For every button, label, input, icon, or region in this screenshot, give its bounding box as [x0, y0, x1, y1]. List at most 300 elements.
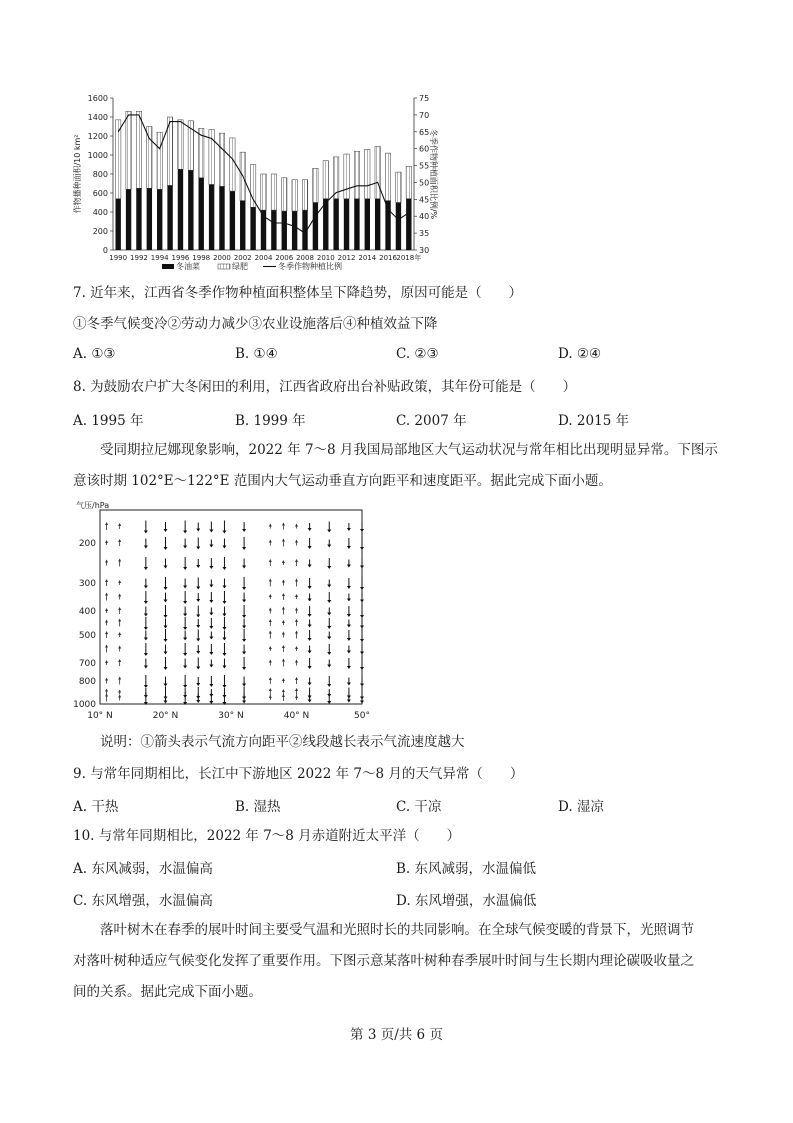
airflow-arrow — [269, 579, 272, 587]
airflow-arrow — [295, 660, 298, 666]
airflow-arrow — [183, 557, 187, 570]
airflow-arrow — [308, 658, 312, 669]
airflow-arrow — [144, 579, 148, 589]
airflow-arrow — [144, 659, 148, 669]
bar-winter-rapeseed — [282, 211, 287, 250]
y2-tick-label: 65 — [419, 127, 430, 137]
bar-green-manure — [261, 174, 266, 210]
airflow-arrow — [105, 540, 108, 545]
airflow-arrow — [269, 524, 272, 529]
y2-tick-label: 40 — [419, 212, 430, 222]
y2-tick-label: 35 — [419, 229, 430, 239]
airflow-arrow — [360, 559, 364, 569]
airflow-arrow — [242, 593, 246, 603]
airflow-arrow — [295, 559, 298, 566]
bar-green-manure — [219, 133, 224, 186]
q8-option-a[interactable]: A. 1995 年 — [73, 413, 144, 429]
bar-green-manure — [157, 132, 162, 189]
airflow-arrow — [164, 522, 168, 532]
q7-option-c[interactable]: C. ②③ — [396, 346, 439, 362]
airflow-arrow — [164, 537, 168, 550]
y-tick-label: 1600 — [87, 94, 108, 103]
bar-green-manure — [126, 111, 131, 189]
airflow-arrow — [308, 538, 312, 549]
airflow-arrow — [196, 559, 200, 568]
airflow-arrow — [360, 677, 364, 687]
airflow-arrow — [308, 646, 312, 654]
q7-option-b[interactable]: B. ①④ — [235, 346, 278, 362]
y2-tick-label: 75 — [419, 94, 430, 103]
q8-option-c[interactable]: C. 2007 年 — [396, 413, 467, 429]
airflow-arrow — [308, 523, 312, 531]
q8-option-d[interactable]: D. 2015 年 — [558, 413, 630, 429]
chart2-caption: 说明：①箭头表示气流方向距平②线段越长表示气流速度越大 — [100, 734, 465, 750]
airflow-arrow — [308, 620, 312, 628]
bar-green-manure — [323, 161, 328, 199]
q10-option-d[interactable]: D. 东风增强，水温偏低 — [396, 893, 537, 909]
airflow-arrow — [308, 578, 312, 589]
airflow-arrow — [295, 594, 298, 599]
airflow-arrow — [269, 677, 272, 684]
airflow-arrow — [282, 632, 285, 638]
airflow-arrow — [308, 606, 312, 617]
q9-option-a[interactable]: A. 干热 — [73, 799, 119, 815]
airflow-arrow — [295, 646, 298, 651]
airflow-arrow — [196, 645, 200, 654]
airflow-arrow — [118, 580, 121, 585]
airflow-arrow — [347, 630, 351, 641]
x-tick-label: 2002 — [233, 254, 252, 262]
passage3-line1: 落叶树木在春季的展叶时间主要受气温和光照时长的共同影响。在全球气候变暖的背景下，光照调节 — [100, 922, 694, 938]
q7-statements: ①冬季气候变冷②劳动力减少③农业设施落后④种植效益下降 — [73, 316, 438, 332]
bar-winter-rapeseed — [292, 211, 297, 250]
x-tick-label: 1992 — [130, 254, 148, 262]
x-tick-label: 2008 — [296, 254, 314, 262]
legend-swatch-green-manure — [218, 264, 230, 269]
airflow-arrow — [360, 537, 364, 550]
airflow-arrow — [209, 522, 213, 533]
y-tick-label: 200 — [92, 227, 108, 236]
y-tick-label: 800 — [92, 170, 108, 179]
bar-winter-rapeseed — [230, 191, 235, 250]
bar-winter-rapeseed — [250, 207, 255, 250]
airflow-arrow — [269, 608, 272, 614]
airflow-arrow — [242, 629, 246, 642]
airflow-arrow — [327, 592, 331, 603]
airflow-arrow — [105, 560, 108, 566]
airflow-arrow — [144, 539, 148, 549]
airflow-arrow — [327, 660, 331, 668]
airflow-arrow — [105, 620, 108, 626]
x-tick-label: 2014 — [358, 254, 377, 262]
airflow-arrow — [242, 537, 246, 550]
passage3-line3: 间的关系。据此完成下面小题。 — [73, 984, 262, 1000]
airflow-arrow — [360, 605, 364, 618]
x-tick-label: 2010 — [316, 254, 335, 262]
airflow-arrow — [118, 632, 121, 637]
airflow-arrow — [105, 579, 108, 586]
bar-winter-rapeseed — [313, 203, 318, 251]
airflow-arrow — [347, 606, 351, 617]
airflow-arrow — [327, 632, 331, 640]
airflow-arrow — [295, 608, 298, 614]
airflow-arrow — [282, 539, 285, 547]
airflow-arrow — [360, 593, 364, 603]
airflow-arrow — [282, 678, 285, 683]
airflow-arrow — [242, 657, 246, 670]
airflow-arrow — [242, 677, 246, 687]
airflow-arrow — [222, 643, 226, 656]
airflow-arrow — [118, 607, 121, 614]
airflow-arrow — [360, 619, 364, 629]
q9-stem: 9. 与常年同期相比，长江中下游地区 2022 年 7～8 月的天气异常（ ） — [73, 766, 524, 782]
airflow-arrow — [118, 646, 121, 652]
crop-area-chart — [70, 88, 440, 278]
x-tick-label: 2000 — [213, 254, 231, 262]
y2-tick-label: 60 — [419, 144, 430, 154]
q7-stem: 7. 近年来，江西省冬季作物种植面积整体呈下降趋势，原因可能是（ ） — [73, 285, 523, 301]
airflow-arrow — [347, 646, 351, 654]
airflow-arrow — [222, 591, 226, 604]
y-axis-title: 作物播种面积/10 km² — [73, 134, 82, 214]
airflow-arrow — [360, 629, 364, 642]
airflow-arrow — [209, 676, 213, 687]
legend-label-rapeseed: 冬油菜 — [176, 262, 200, 271]
x-tick-label: 2004 — [254, 254, 273, 262]
airflow-arrow — [105, 660, 108, 665]
airflow-arrow — [295, 524, 298, 529]
airflow-arrow — [308, 560, 312, 568]
airflow-arrow — [209, 558, 213, 569]
airflow-arrow — [347, 594, 351, 602]
airflow-arrow — [196, 630, 200, 642]
y-tick-label: 1400 — [87, 113, 108, 122]
airflow-arrow — [144, 675, 148, 688]
airflow-arrow — [144, 692, 148, 705]
airflow-arrow — [282, 659, 285, 667]
y2-tick-label: 70 — [419, 110, 430, 120]
bar-green-manure — [354, 151, 359, 199]
bar-green-manure — [230, 138, 235, 191]
airflow-arrow — [183, 617, 187, 630]
airflow-arrow — [144, 557, 148, 570]
y-tick-label: 700 — [78, 659, 96, 669]
airflow-arrow — [144, 617, 148, 630]
airflow-arrow — [209, 618, 213, 629]
airflow-arrow — [183, 579, 187, 589]
airflow-arrow — [209, 632, 213, 640]
airflow-arrow — [222, 675, 226, 688]
airflow-arrow — [196, 538, 200, 550]
airflow-arrow — [118, 690, 121, 695]
passage3-line2: 对落叶树种适应气候变化发挥了重要作用。下图示意某落叶树种春季展叶时间与生长期内理论碳吸收量之 — [73, 953, 694, 969]
airflow-arrow — [295, 688, 298, 696]
airflow-arrow — [105, 593, 108, 601]
x-tick-label: 50° — [354, 711, 370, 721]
airflow-arrow — [105, 678, 108, 684]
airflow-arrow — [269, 660, 272, 666]
y-tick-label: 1000 — [73, 700, 96, 710]
x-tick-label: 10° N — [87, 711, 113, 721]
airflow-arrow — [105, 694, 108, 702]
plot-frame — [100, 510, 362, 704]
airflow-arrow — [269, 646, 272, 651]
bar-winter-rapeseed — [365, 199, 370, 250]
airflow-arrow — [144, 643, 148, 656]
airflow-arrow — [269, 695, 272, 700]
bar-green-manure — [136, 111, 141, 188]
airflow-arrow — [118, 677, 121, 685]
bar-green-manure — [302, 180, 307, 210]
airflow-arrow — [360, 645, 364, 655]
airflow-arrow — [269, 559, 272, 566]
x-tick-label: 2012 — [337, 254, 356, 262]
bar-green-manure — [250, 165, 255, 208]
airflow-arrow — [222, 617, 226, 630]
bar-green-manure — [313, 168, 318, 202]
bar-winter-rapeseed — [271, 210, 276, 250]
bar-winter-rapeseed — [178, 169, 183, 250]
x-tick-label: 40° N — [283, 711, 310, 721]
airflow-arrow — [183, 675, 187, 688]
airflow-arrow — [183, 643, 187, 656]
airflow-arrow — [105, 631, 108, 638]
airflow-arrow — [164, 593, 168, 603]
airflow-arrow — [144, 607, 148, 617]
q8-stem: 8. 为鼓励农户扩大冬闲田的利用，江西省政府出台补贴政策，其年份可能是（ ） — [73, 379, 577, 395]
bar-winter-rapeseed — [396, 203, 401, 251]
q7-option-d[interactable]: D. ②④ — [558, 346, 602, 362]
airflow-arrow — [327, 558, 331, 569]
airflow-arrow — [209, 592, 213, 603]
airflow-arrow — [164, 645, 168, 655]
bar-winter-rapeseed — [344, 199, 349, 250]
y2-tick-label: 45 — [419, 195, 430, 205]
airflow-arrow — [282, 694, 285, 701]
airflow-arrow — [360, 577, 364, 590]
bar-winter-rapeseed — [333, 199, 338, 250]
airflow-arrow — [269, 631, 272, 639]
q7-option-a[interactable]: A. ①③ — [73, 346, 116, 362]
airflow-arrow — [209, 540, 213, 548]
airflow-arrow — [196, 523, 200, 532]
airflow-arrow — [196, 658, 200, 670]
airflow-arrow — [360, 694, 364, 704]
bar-green-manure — [385, 153, 390, 201]
y-tick-label: 1200 — [87, 132, 108, 141]
airflow-arrow — [164, 559, 168, 569]
x-tick-label: 1998 — [192, 254, 211, 262]
x-tick-label: 1990 — [109, 254, 128, 262]
airflow-arrow — [196, 578, 200, 590]
airflow-arrow — [118, 659, 121, 666]
airflow-arrow — [347, 620, 351, 628]
airflow-arrow — [209, 580, 213, 588]
airflow-arrow — [327, 608, 331, 616]
airflow-arrow — [144, 521, 148, 534]
bar-winter-rapeseed — [136, 188, 141, 250]
airflow-arrow — [242, 694, 246, 704]
bar-green-manure — [271, 174, 276, 210]
airflow-arrow — [269, 594, 272, 599]
airflow-arrow — [222, 579, 226, 589]
airflow-arrow — [347, 578, 351, 589]
airflow-arrow — [295, 695, 298, 700]
x-tick-label: 30° N — [218, 711, 244, 721]
airflow-arrow — [209, 608, 213, 616]
airflow-arrow — [282, 523, 285, 530]
q9-option-d[interactable]: D. 湿凉 — [558, 799, 604, 815]
y-tick-label: 800 — [78, 677, 96, 687]
airflow-arrow — [282, 645, 285, 652]
airflow-arrow — [295, 579, 298, 587]
airflow-arrow — [327, 522, 331, 533]
airflow-arrow — [164, 629, 168, 642]
airflow-arrow — [269, 619, 272, 626]
airflow-arrow — [196, 694, 200, 703]
airflow-arrow — [164, 619, 168, 629]
airflow-arrow — [327, 676, 331, 687]
airflow-arrow — [360, 522, 364, 532]
airflow-arrow — [327, 644, 331, 655]
airflow-arrow — [183, 591, 187, 604]
bar-winter-rapeseed — [354, 199, 359, 250]
x-tick-label: 20° N — [152, 711, 179, 721]
airflow-arrow — [222, 631, 226, 641]
bar-green-manure — [178, 120, 183, 169]
airflow-arrow — [308, 594, 312, 602]
airflow-arrow — [105, 645, 108, 653]
airflow-arrow — [222, 692, 226, 705]
airflow-arrow — [295, 677, 298, 684]
airflow-arrow — [118, 594, 121, 600]
passage2-line2: 意该时期 102°E～122°E 范围内大气运动垂直方向距平和速度距平。据此完成下面小题。 — [73, 473, 612, 489]
q10-option-a[interactable]: A. 东风减弱，水温偏高 — [73, 861, 213, 877]
bar-green-manure — [147, 127, 152, 189]
y-tick-label: 200 — [78, 539, 96, 549]
airflow-arrow — [282, 620, 285, 625]
page-footer: 第 3 页/共 6 页 — [350, 1027, 443, 1043]
y-tick-label: 1000 — [87, 151, 108, 160]
airflow-arrow — [118, 559, 121, 567]
x-tick-label: 1994 — [150, 254, 169, 262]
airflow-arrow — [242, 559, 246, 569]
bar-winter-rapeseed — [126, 189, 131, 250]
q10-option-b[interactable]: B. 东风减弱，水温偏低 — [396, 861, 537, 877]
q10-option-c[interactable]: C. 东风增强，水温偏高 — [73, 893, 213, 909]
airflow-arrow — [269, 688, 272, 696]
airflow-arrow — [164, 577, 168, 590]
bar-green-manure — [292, 180, 297, 211]
bar-winter-rapeseed — [199, 178, 204, 250]
airflow-arrow — [242, 605, 246, 618]
y-tick-label: 300 — [78, 579, 96, 589]
passage2-line1: 受同期拉尼娜现象影响，2022 年 7～8 月我国局部地区大气运动状况与常年相比出现明显异常。下图示 — [100, 442, 718, 458]
bar-winter-rapeseed — [115, 199, 120, 250]
airflow-arrow — [164, 677, 168, 687]
bar-green-manure — [396, 172, 401, 202]
airflow-arrow — [347, 560, 351, 568]
bar-green-manure — [406, 166, 411, 198]
y-axis-title: 气压/hPa — [76, 501, 110, 510]
airflow-arrow — [164, 694, 168, 704]
airflow-arrow — [164, 605, 168, 618]
bar-green-manure — [344, 154, 349, 199]
airflow-arrow — [282, 580, 285, 586]
airflow-arrow — [242, 577, 246, 590]
airflow-arrow — [222, 659, 226, 669]
airflow-arrow — [222, 521, 226, 534]
q8-option-b[interactable]: B. 1999 年 — [235, 413, 306, 429]
bar-winter-rapeseed — [167, 185, 172, 250]
airflow-arrow — [347, 538, 351, 549]
airflow-arrow — [183, 607, 187, 617]
airflow-arrow — [118, 619, 121, 627]
airflow-arrow — [295, 540, 298, 546]
airflow-arrow — [144, 591, 148, 604]
airflow-arrow — [327, 540, 331, 548]
airflow-arrow — [196, 619, 200, 628]
airflow-arrow — [183, 539, 187, 549]
x-tick-label: 2018年 — [396, 254, 422, 262]
x-tick-label: 2006 — [275, 254, 294, 262]
airflow-arrow — [269, 540, 272, 546]
y2-tick-label: 30 — [419, 246, 430, 255]
q9-option-b[interactable]: B. 湿热 — [235, 799, 281, 815]
bar-winter-rapeseed — [157, 189, 162, 250]
q10-stem: 10. 与常年同期相比，2022 年 7～8 月赤道附近太平洋（ ） — [73, 828, 461, 844]
bar-winter-rapeseed — [147, 188, 152, 250]
airflow-arrow — [222, 607, 226, 617]
airflow-arrow — [242, 522, 246, 532]
airflow-arrow — [164, 657, 168, 670]
y-tick-label: 0 — [102, 246, 108, 255]
airflow-arrow — [144, 631, 148, 641]
bar-green-manure — [365, 149, 370, 198]
airflow-arrow — [282, 593, 285, 600]
airflow-arrow — [347, 658, 351, 669]
bar-winter-rapeseed — [375, 199, 380, 250]
bar-winter-rapeseed — [240, 201, 245, 250]
airflow-arrow — [282, 607, 285, 615]
bar-green-manure — [375, 146, 380, 198]
airflow-arrow — [118, 695, 121, 701]
bar-winter-rapeseed — [406, 199, 411, 250]
x-tick-label: 2016 — [379, 254, 397, 262]
y2-tick-label: 55 — [419, 161, 430, 171]
q9-option-c[interactable]: C. 干凉 — [396, 799, 442, 815]
y-tick-label: 600 — [92, 189, 108, 198]
airflow-arrow — [242, 645, 246, 655]
airflow-arrow — [347, 678, 351, 686]
airflow-arrow — [347, 523, 351, 531]
x-tick-label: 1996 — [171, 254, 190, 262]
airflow-arrow — [105, 522, 108, 530]
airflow-arrow — [105, 608, 108, 613]
airflow-arrow — [183, 692, 187, 705]
airflow-arrow — [183, 631, 187, 641]
airflow-arrow — [295, 631, 298, 639]
airflow-arrow — [360, 657, 364, 670]
airflow-arrow — [183, 659, 187, 669]
airflow-arrow — [327, 580, 331, 588]
legend-label-green-manure: 绿肥 — [232, 262, 248, 271]
y2-tick-label: 50 — [419, 178, 430, 188]
airflow-arrow — [327, 618, 331, 629]
y-tick-label: 400 — [92, 208, 108, 217]
bar-green-manure — [282, 178, 287, 211]
y-tick-label: 500 — [78, 631, 96, 641]
